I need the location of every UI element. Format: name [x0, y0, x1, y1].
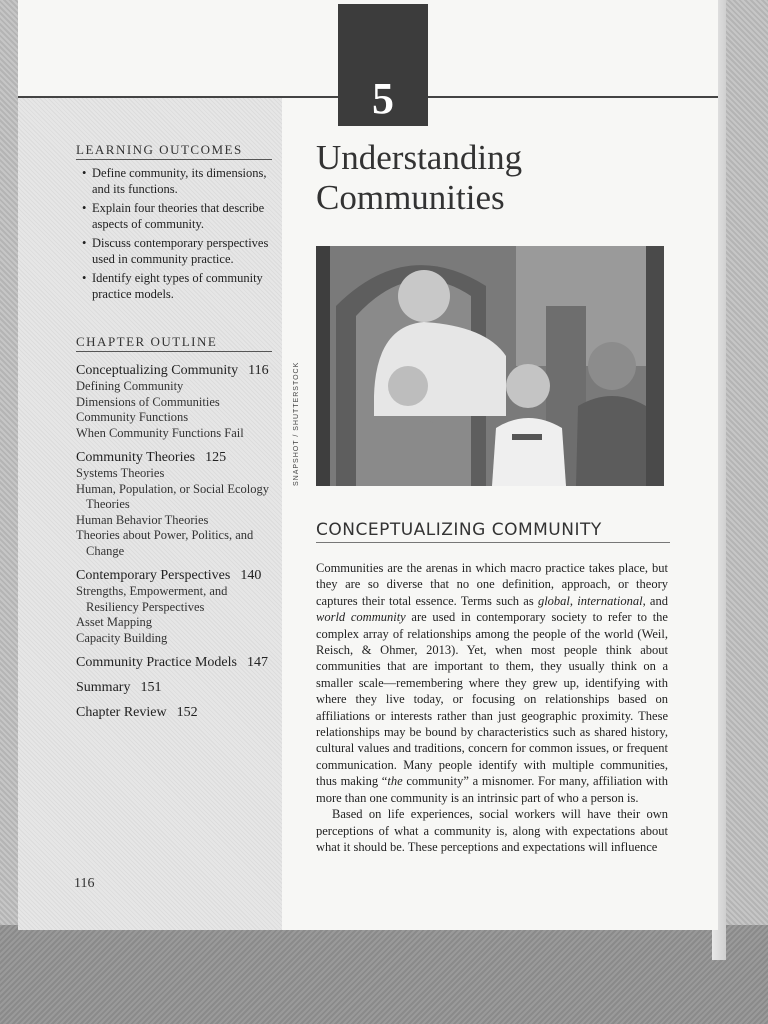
chapter-title-line-1: Understanding	[316, 138, 523, 177]
learning-outcome-item: • Define community, its dimensions, and its functions.	[80, 166, 278, 197]
outline-section-page: 140	[240, 568, 262, 583]
outline-section-title: Conceptualizing Community	[76, 363, 239, 378]
photo-credit: SNAPSHOT / SHUTTERSTOCK	[293, 361, 300, 486]
italic-term: international	[577, 593, 643, 608]
outline-section-page: 151	[140, 680, 162, 695]
outline-subsection: Community Functions	[76, 410, 189, 424]
learning-outcomes-list	[80, 166, 278, 306]
outline-section	[76, 704, 278, 721]
outline-subsection: Asset Mapping	[76, 615, 153, 629]
outline-section-page: 125	[205, 450, 227, 465]
outline-section-title: Summary	[76, 680, 131, 695]
chapter-outline-rule	[76, 351, 272, 352]
learning-outcome-item: • Identify eight types of community practice models.	[80, 271, 278, 302]
outline-section	[76, 362, 278, 379]
photo-illustration	[316, 246, 664, 486]
italic-term: world community	[316, 610, 406, 625]
outline-subsection: When Community Functions Fail	[76, 425, 244, 440]
outline-section-title: Contemporary Perspectives	[76, 568, 231, 583]
outline-section	[76, 679, 278, 696]
learning-outcomes-heading: LEARNING OUTCOMES	[76, 142, 243, 157]
outline-subsection: Dimensions of Communities	[76, 394, 220, 409]
text-run: , and	[642, 593, 668, 608]
page-number: 116	[74, 876, 95, 891]
outline-subsection: Systems Theories	[76, 466, 165, 480]
body-paragraph-1	[316, 560, 668, 806]
learning-outcome-item: • Discuss contemporary perspectives used in community practice.	[80, 236, 278, 267]
text-run: Communities are the arenas in which macro practice takes place, but they are so diverse that no one definition, approach, or theory captures their total essence. Terms such as	[316, 561, 668, 608]
italic-term: the	[387, 774, 403, 789]
text-run: are used in contemporary society to refer to the complex array of relationships among the people of the world (Weil, Reisch, & Ohmer, 2013). Yet, when most people think about communities that are important to them, they usually think on a smaller scale—remembering where they grew up, identifying with where they live today, or focusing on relationships based on affiliations or interests rather than just geographic proximity. These relationships may be bound by characteristics such as shared history, cultural values and traditions, concern for common issues, or frequent communication. Many people identify with multiple communities, thus making “	[316, 610, 668, 789]
scan-bottom-shadow	[0, 925, 768, 1024]
outline-section-title: Community Practice Models	[76, 655, 237, 670]
outline-section	[76, 567, 278, 584]
outline-subsection: Theories about Power, Politics, and Change	[76, 528, 254, 558]
outline-subsection: Capacity Building	[76, 630, 168, 645]
outline-section-page: 116	[248, 363, 269, 378]
chapter-photo	[316, 246, 664, 486]
outline-subsection: Defining Community	[76, 379, 184, 393]
outline-section-title: Community Theories	[76, 450, 196, 465]
chapter-title	[316, 138, 706, 218]
chapter-outline-heading: CHAPTER OUTLINE	[76, 334, 218, 349]
body-paragraph-2: Based on life experiences, social workers will have their own perceptions of what a community is, along with expectations about what it should be. These perceptions and expectations will influence	[316, 807, 668, 854]
outline-subsection: Human Behavior Theories	[76, 512, 209, 527]
learning-outcome-item: • Explain four theories that describe aspects of community.	[80, 201, 278, 232]
outline-subsection: Human, Population, or Social Ecology Theories	[76, 481, 270, 511]
italic-term: global	[537, 593, 570, 608]
outline-section-page: 152	[176, 705, 198, 720]
outline-section	[76, 449, 278, 466]
section-rule	[316, 542, 670, 543]
chapter-outline	[76, 362, 278, 721]
text-run: ,	[569, 593, 578, 608]
section-heading: CONCEPTUALIZING COMMUNITY	[316, 520, 602, 540]
outline-subsection: Strengths, Empowerment, and Resiliency Perspectives	[76, 584, 228, 614]
text-run: community” a misnomer. For many, affiliation with more than one community is an intrinsic part of who a person is.	[316, 774, 668, 805]
body-text	[316, 560, 668, 855]
outline-section	[76, 654, 278, 671]
outline-section-page: 147	[246, 655, 268, 670]
chapter-title-line-2: Communities	[316, 178, 505, 217]
learning-outcomes-rule	[76, 159, 272, 160]
outline-section-title: Chapter Review	[76, 705, 167, 720]
chapter-number: 5	[372, 74, 394, 123]
